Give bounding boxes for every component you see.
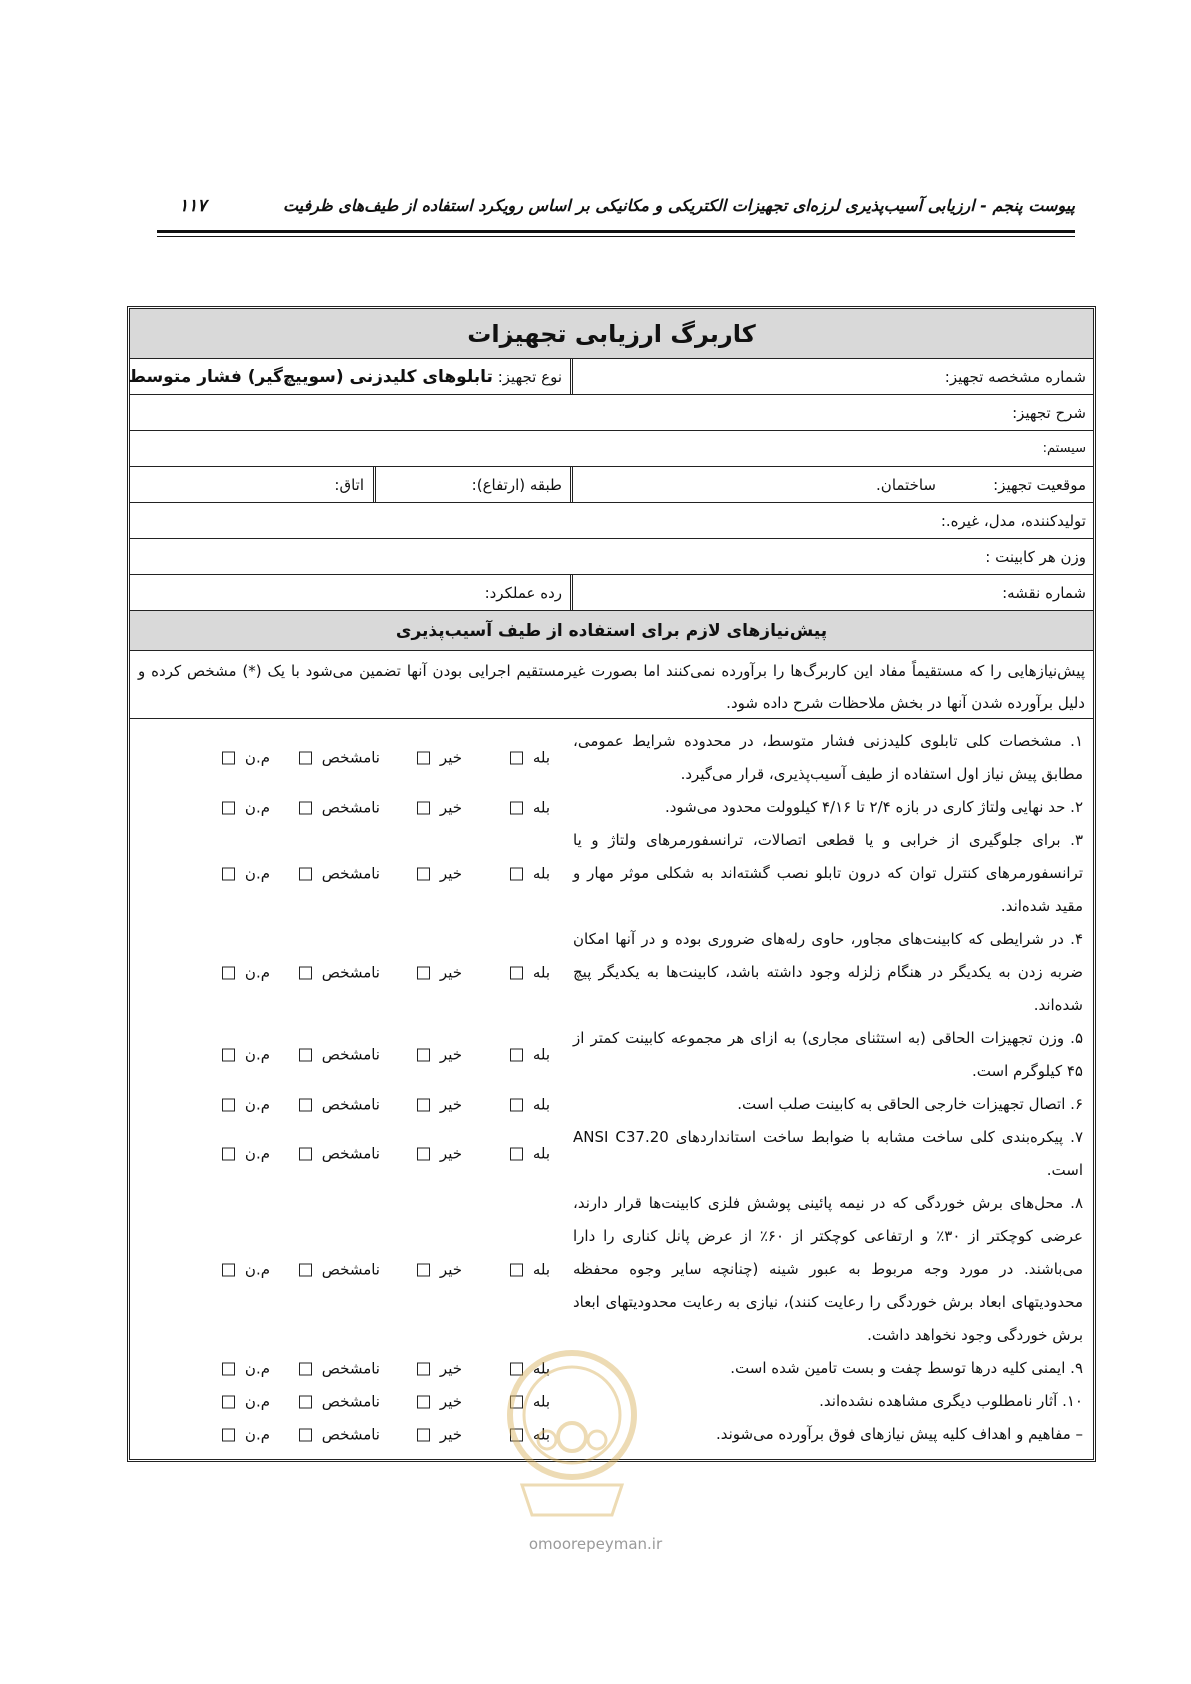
option-na [222,742,270,775]
option-unknown-label: نامشخص [321,1359,380,1377]
option-unknown [299,857,380,890]
option-na-label: م.ن [244,864,270,882]
option-no-checkbox[interactable] [417,1263,430,1276]
option-na-label: م.ن [244,1392,270,1410]
cell-divider [373,467,376,502]
option-unknown [299,956,380,989]
option-na-checkbox[interactable] [222,867,235,880]
option-unknown [299,791,380,824]
option-no [417,956,462,989]
option-no-label: خیر [439,1359,462,1377]
option-no-checkbox[interactable] [417,1148,430,1161]
page-header [157,196,1075,226]
checklist-item-text: ۸. محل‌های برش خوردگی که در نیمه پائینی پوشش فلزی کابینت‌ها قرار دارند، عرضی کوچکتر از ۳۰٪ و ارتفاعی کوچکتر از ۶۰٪ از عرض پانل کناری را دارا می‌باشند. در مورد وجه مربوط به عبور شینه (چنانچه سایر وجوه محفظه محدودیتهای ابعاد برش خوردگی را رعایت کنند)، نیازی به رعایت محدودیتهای ابعاد برش خوردگی وجود نخواهد داشت. [573,1194,1084,1344]
option-na [222,1138,270,1171]
option-no-label: خیر [439,1144,462,1163]
option-yes-label: بله [532,963,550,981]
option-na [222,1039,270,1072]
option-no-checkbox[interactable] [417,1362,430,1375]
option-yes [510,1138,550,1171]
system-label: سیستم: [1042,441,1086,456]
option-unknown-checkbox[interactable] [299,1362,312,1375]
option-na-label: م.ن [244,1260,270,1278]
option-unknown-checkbox[interactable] [299,752,312,765]
option-no-label: خیر [439,864,462,882]
option-na-checkbox[interactable] [222,752,235,765]
option-yes-checkbox[interactable] [510,966,523,979]
option-no-checkbox[interactable] [417,867,430,880]
header-rule-thick [157,230,1075,233]
checklist-item-text: ۲. حد نهایی ولتاژ کاری در بازه ۲/۴ تا ۴/۱۶ کیلوولت محدود می‌شود. [664,798,1083,816]
option-yes-label: بله [532,798,550,816]
cabinet-weight-label: وزن هر کابینت : [985,548,1086,566]
option-na [222,1088,270,1121]
option-na-checkbox[interactable] [222,1263,235,1276]
option-no [417,1385,462,1418]
location-label: موقعیت تجهیز: [993,476,1086,494]
option-unknown-label: نامشخص [321,1425,380,1443]
checklist-item-options [130,1022,570,1088]
performance-class-label: رده عملکرد: [484,584,562,602]
option-unknown [299,1418,380,1451]
option-yes-checkbox[interactable] [510,867,523,880]
option-na-label: م.ن [244,963,270,981]
option-unknown-checkbox[interactable] [299,1263,312,1276]
option-no-checkbox[interactable] [417,1428,430,1441]
option-na-label: م.ن [244,1045,270,1064]
option-unknown [299,742,380,775]
option-na-checkbox[interactable] [222,801,235,814]
option-unknown-checkbox[interactable] [299,1148,312,1161]
room-label: اتاق: [334,476,364,494]
checklist-item-text: ۱۰. آثار نامطلوب دیگری مشاهده نشده‌اند. [819,1392,1083,1410]
option-no-checkbox[interactable] [417,1049,430,1062]
option-unknown-label: نامشخص [321,963,380,981]
option-no [417,857,462,890]
option-no-checkbox[interactable] [417,801,430,814]
checklist-item [130,1088,1093,1121]
option-no [417,1138,462,1171]
checklist-item [130,1022,1093,1088]
option-yes-checkbox[interactable] [510,752,523,765]
checklist-item [130,1187,1093,1352]
row-id-type [130,359,1093,395]
option-unknown [299,1138,380,1171]
option-na [222,1352,270,1385]
running-title: پیوست پنجم - ارزیابی آسیب‌پذیری لرزه‌ای تجهیزات الکتریکی و مکانیکی بر اساس رویکرد استفاده از طیف‌های ظرفیت [282,196,1075,215]
checklist-item-options [130,1121,570,1187]
description-label: شرح تجهیز: [1012,404,1086,422]
row-system [130,431,1093,467]
checklist-item-text: ۷. پیکره‌بندی کلی ساخت مشابه با ضوابط ساخت استانداردهای ANSI C37.20 است. [573,1128,1083,1179]
option-na-label: م.ن [244,1359,270,1377]
option-unknown-label: نامشخص [321,1144,380,1163]
option-na-label: م.ن [244,798,270,816]
option-unknown [299,1039,380,1072]
checklist-item-text: – مفاهیم و اهداف کلیه پیش نیازهای فوق برآورده می‌شوند. [715,1425,1083,1443]
floor-label: طبقه (ارتفاع): [471,476,562,494]
row-description [130,395,1093,431]
checklist-item [130,725,1093,791]
option-yes-label: بله [532,1095,550,1113]
equipment-type-label: نوع تجهیز: [497,368,562,386]
cell-divider [570,575,573,610]
option-no-label: خیر [439,963,462,981]
option-yes-label: بله [532,748,550,767]
option-na [222,1253,270,1286]
option-yes-checkbox[interactable] [510,1148,523,1161]
option-yes-label: بله [532,1392,550,1410]
option-yes [510,1088,550,1121]
option-na-checkbox[interactable] [222,966,235,979]
option-yes-label: بله [532,1045,550,1064]
checklist-item-text: ۶. اتصال تجهیزات خارجی الحاقی به کابینت صلب است. [737,1095,1083,1113]
option-no [417,1253,462,1286]
form-title: کاربرگ ارزیابی تجهیزات [130,309,1093,359]
option-unknown-checkbox[interactable] [299,1049,312,1062]
option-unknown-checkbox[interactable] [299,801,312,814]
option-yes-label: بله [532,1144,550,1163]
option-na-label: م.ن [244,1095,270,1113]
seal-stamp [492,1345,652,1525]
option-yes-checkbox[interactable] [510,1263,523,1276]
equipment-type-value: تابلوهای کلیدزنی (سوییچ‌گیر) فشار متوسط [128,367,493,387]
option-no [417,742,462,775]
equipment-assessment-form [127,306,1096,1462]
option-yes-label: بله [532,1425,550,1443]
row-manufacturer [130,503,1093,539]
checklist-item-options [130,725,570,791]
prereq-intro: پیش‌نیازهایی را که مستقیماً مفاد این کاربرگ‌ها را برآورده نمی‌کنند اما بصورت غیرمستقیم اجرایی بودن آنها تضمین می‌شود با یک (*) مشخص کرده و دلیل برآورده شدن آنها در بخش ملاحظات شرح داده شود. [130,651,1093,719]
option-unknown [299,1253,380,1286]
option-na-checkbox[interactable] [222,1428,235,1441]
option-unknown [299,1088,380,1121]
option-unknown [299,1385,380,1418]
option-no-label: خیر [439,1392,462,1410]
option-na-checkbox[interactable] [222,1395,235,1408]
checklist-item-options [130,1187,570,1352]
option-unknown-label: نامشخص [321,748,380,767]
checklist-item-options [130,791,570,824]
option-no-label: خیر [439,748,462,767]
header-rule-thin [157,236,1075,237]
option-na-label: م.ن [244,1425,270,1443]
checklist-item [130,923,1093,1022]
option-unknown-checkbox[interactable] [299,966,312,979]
option-na [222,1418,270,1451]
option-yes-checkbox[interactable] [510,1098,523,1111]
option-unknown-checkbox[interactable] [299,867,312,880]
option-na-label: م.ن [244,748,270,767]
option-no-checkbox[interactable] [417,752,430,765]
option-na [222,791,270,824]
option-yes-checkbox[interactable] [510,1049,523,1062]
prereq-title: پیش‌نیازهای لازم برای استفاده از طیف آسیب‌پذیری [130,611,1093,651]
drawing-number-label: شماره نقشه: [1002,584,1086,602]
checklist-item-options [130,923,570,1022]
option-no-checkbox[interactable] [417,966,430,979]
option-no [417,1088,462,1121]
option-no [417,1039,462,1072]
checklist-item-options [130,824,570,923]
checklist-item-text: ۹. ایمنی کلیه درها توسط چفت و بست تامین شده است. [730,1359,1083,1377]
option-unknown-label: نامشخص [321,1045,380,1064]
option-unknown-checkbox[interactable] [299,1098,312,1111]
checklist-item-text: ۳. برای جلوگیری از خرابی و یا قطعی اتصالات، ترانسفورمرهای ولتاژ و یا ترانسفورمرهای کنترل توان که درون تابلو نصب گشته‌اند به شکلی موثر مهار و مقید شده‌اند. [573,831,1083,915]
checklist-item [130,824,1093,923]
option-no-checkbox[interactable] [417,1395,430,1408]
watermark-text: omoorepeyman.ir [528,1535,663,1553]
option-unknown [299,1352,380,1385]
option-no-checkbox[interactable] [417,1098,430,1111]
option-yes [510,791,550,824]
option-unknown-label: نامشخص [321,1260,380,1278]
option-na-checkbox[interactable] [222,1098,235,1111]
checklist-item-text: ۵. وزن تجهیزات الحاقی (به استثنای مجاری) به ازای هر مجموعه کابینت کمتر از ۴۵ کیلوگرم است. [573,1029,1083,1080]
row-weight [130,539,1093,575]
option-yes [510,742,550,775]
option-no [417,1418,462,1451]
option-na-checkbox[interactable] [222,1148,235,1161]
option-yes [510,857,550,890]
option-na [222,956,270,989]
option-unknown-label: نامشخص [321,1095,380,1113]
option-na-label: م.ن [244,1144,270,1163]
option-unknown-label: نامشخص [321,864,380,882]
option-yes [510,1039,550,1072]
option-yes-label: بله [532,1359,550,1377]
manufacturer-label: تولیدکننده، مدل، غیره.: [940,512,1086,530]
option-na-checkbox[interactable] [222,1362,235,1375]
option-na [222,1385,270,1418]
equipment-type-cell [130,359,569,394]
checklist-item-text: ۴. در شرایطی که کابینت‌های مجاور، حاوی رله‌های ضروری بوده و در آنها امکان ضربه زدن به یکدیگر در هنگام زلزله وجود داشته باشد، کابینت‌ها به یکدیگر پیچ شده‌اند. [573,930,1083,1014]
building-label: ساختمان. [876,476,936,494]
option-no-label: خیر [439,1260,462,1278]
cell-divider [570,359,573,394]
row-drawing [130,575,1093,611]
option-na-checkbox[interactable] [222,1049,235,1062]
option-no-label: خیر [439,1095,462,1113]
option-no-label: خیر [439,798,462,816]
option-yes-label: بله [532,1260,550,1278]
checklist-item [130,791,1093,824]
option-yes-label: بله [532,864,550,882]
option-unknown-label: نامشخص [321,798,380,816]
option-yes [510,956,550,989]
option-unknown-checkbox[interactable] [299,1428,312,1441]
option-yes-checkbox[interactable] [510,801,523,814]
option-no [417,791,462,824]
cell-divider [570,467,573,502]
option-no-label: خیر [439,1045,462,1064]
option-no [417,1352,462,1385]
checklist-item-text: ۱. مشخصات کلی تابلوی کلیدزنی فشار متوسط، در محدوده شرایط عمومی، مطابق پیش نیاز اول استفاده از طیف آسیب‌پذیری، قرار می‌گیرد. [573,732,1083,783]
option-yes [510,1253,550,1286]
option-unknown-label: نامشخص [321,1392,380,1410]
row-location [130,467,1093,503]
page-number: ۱۱۷ [179,196,207,216]
option-unknown-checkbox[interactable] [299,1395,312,1408]
option-no-label: خیر [439,1425,462,1443]
equipment-id-label: شماره مشخصه تجهیز: [944,368,1086,386]
option-na [222,857,270,890]
checklist-item-options [130,1088,570,1121]
checklist-item [130,1121,1093,1187]
